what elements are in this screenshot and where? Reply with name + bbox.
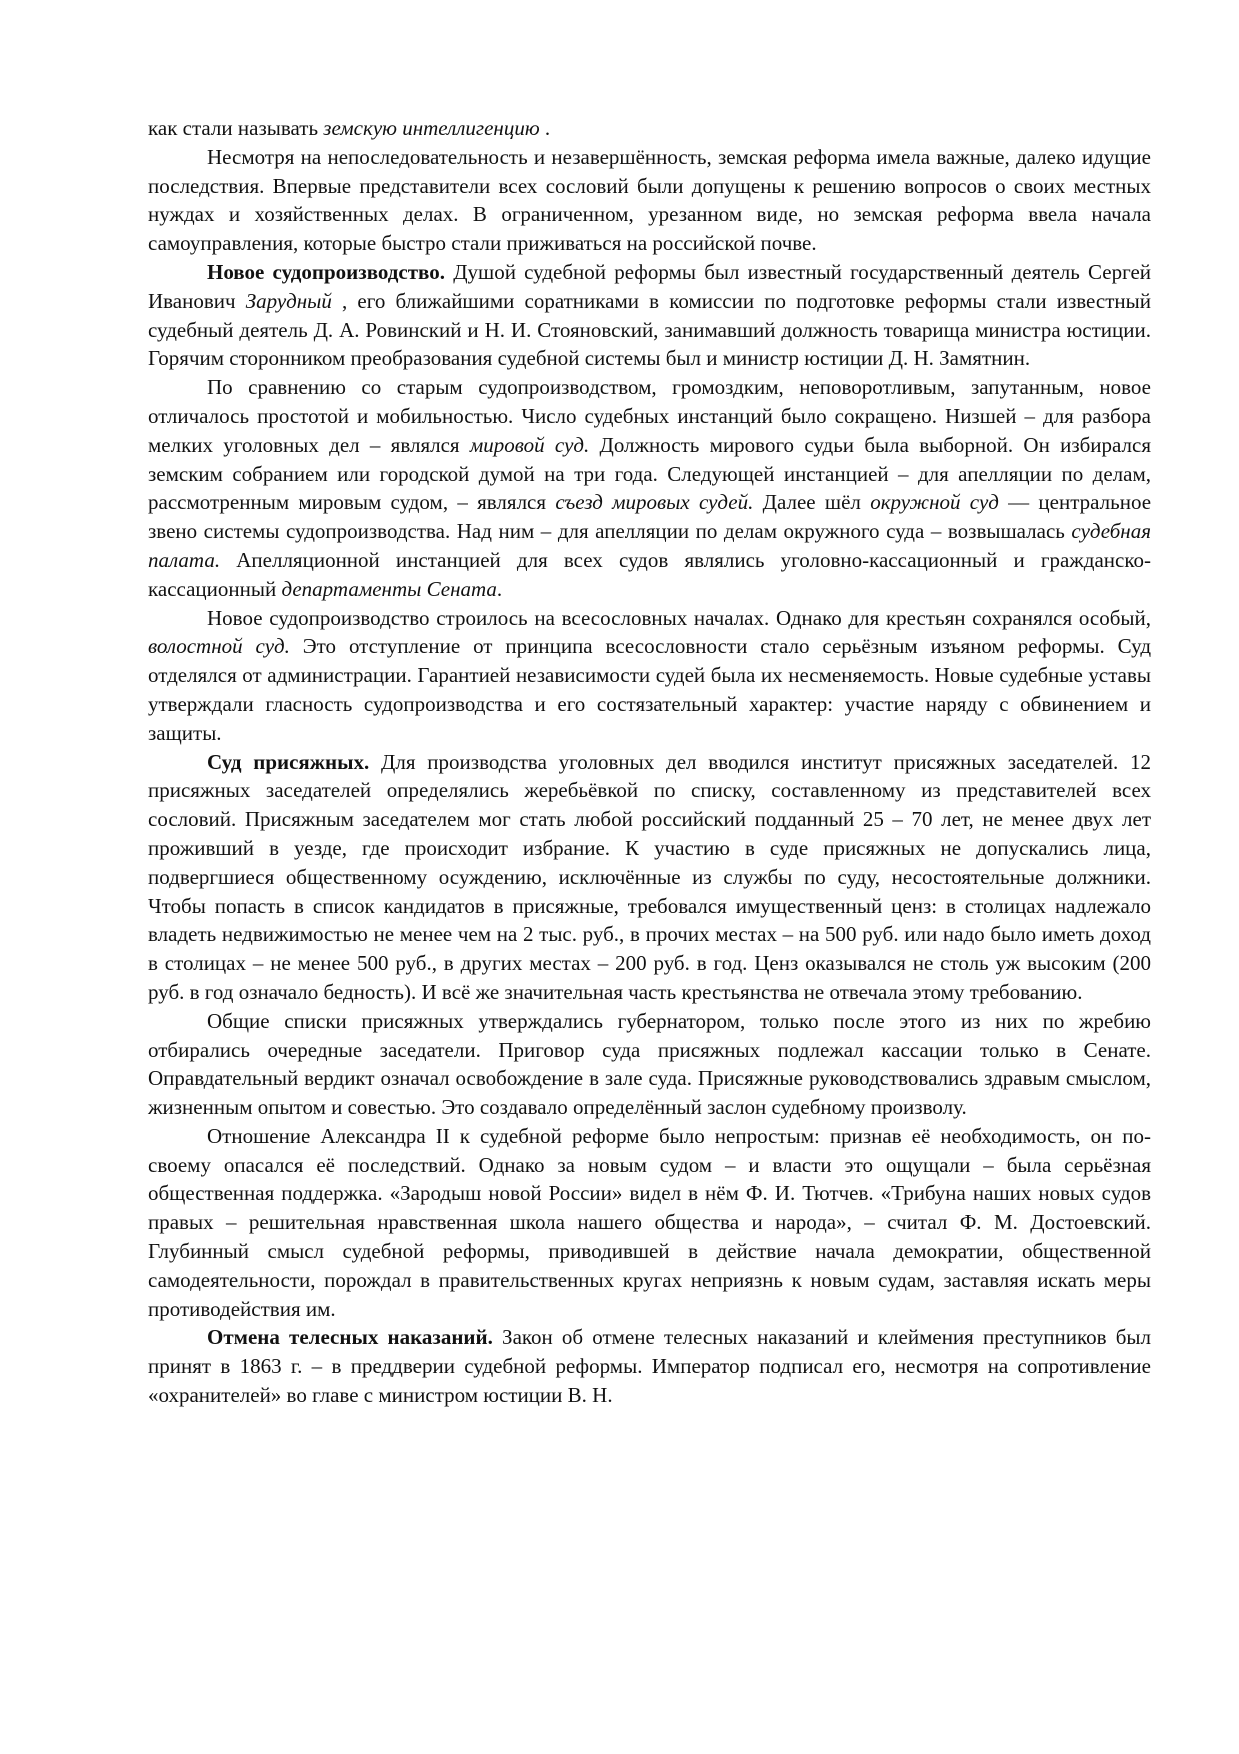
text-run: Далее шёл — [753, 490, 871, 515]
italic-term: Зарудный — [245, 288, 332, 313]
text-run: Несмотря на непоследовательность и незавершённость, земская реформа имела важные, далеко идущие последствия. Впервые представители всех сословий были допущены к решению вопросов о своих местных нуждах и хозяйственных делах. В ограниченном, урезанном виде, но земская реформа ввела начала самоуправления, которые быстро стали приживаться на российской почве. — [148, 144, 1151, 256]
paragraph-8 — [148, 1122, 1151, 1324]
text-run: По сравнению со старым судопроизводством, громоздким, неповоротливым, запутанным, новое отличалось простотой и мобильностью. Число судебных инстанций было сокращено. Низшей – для разбора мелких уголовных дел – являлся — [148, 375, 1151, 457]
paragraph-5 — [148, 604, 1151, 748]
paragraph-9 — [148, 1323, 1151, 1409]
text-run: . — [539, 116, 551, 140]
paragraph-2 — [148, 143, 1151, 258]
paragraph-1 — [148, 114, 1151, 143]
section-heading: Новое судопроизводство. — [207, 259, 445, 284]
text-run: Для производства уголовных дел вводился институт присяжных заседателей. 12 присяжных заседателей определялись жеребьёвкой по списку, составленному из представителей всех сословий. Присяжным заседателем мог стать любой российский подданный 25 – 70 лет, не менее двух лет проживший в уезде, где происходит избрание. К участию в суде присяжных не допускались лица, подвергшиеся общественному осуждению, исключённые из службы по суду, несостоятельные должники. Чтобы попасть в список кандидатов в присяжные, требовался имущественный ценз: в столицах надлежало владеть недвижимостью не менее чем на 2 тыс. руб., в прочих местах – на 500 руб. или надо было иметь доход в столицах – не менее 500 руб., в других местах – 200 руб. в год. Ценз оказывался не столь уж высоким (200 руб. в год означало бедность). И всё же значительная часть крестьянства не отвечала этому требованию. — [148, 749, 1151, 1004]
section-heading: Отмена телесных наказаний. — [207, 1325, 493, 1350]
paragraph-6 — [148, 748, 1151, 1007]
italic-term: судебная палата. — [148, 519, 1151, 572]
italic-term: окружной суд — [870, 490, 999, 515]
paragraph-7 — [148, 1007, 1151, 1122]
paragraph-4 — [148, 373, 1151, 603]
italic-term: съезд мировых судей. — [555, 490, 754, 515]
text-run: Общие списки присяжных утверждались губернатором, только после этого из них по жребию отбирались очередные заседатели. Приговор суда присяжных подлежал кассации только в Сенате. Оправдательный вердикт означал освобождение в зале суда. Присяжные руководствовались здравым смыслом, жизненным опытом и совестью. Это создавало определённый заслон судебному произволу. — [148, 1008, 1151, 1120]
text-run: Апелляционной инстанцией для всех судов являлись уголовно-кассационный и гражданско-кассационный — [148, 547, 1151, 601]
text-run: Душой судебной реформы был известный государственный деятель Сергей Иванович — [148, 259, 1151, 313]
italic-term: мировой суд. — [469, 432, 590, 457]
paragraph-3 — [148, 258, 1151, 373]
section-heading: Суд присяжных. — [207, 749, 370, 774]
text-run: . — [496, 576, 503, 601]
text-run: Должность мирового судьи была выборной. Он избирался земским собранием или городской думой на три года. Следующей инстанцией – для апелляции по делам, рассмотренным мировым судом, – являлся — [148, 432, 1152, 515]
italic-term: земскую интеллигенцию — [323, 116, 540, 140]
italic-term: департаменты Сената — [281, 576, 497, 601]
text-run: Отношение Александра II к судебной реформе было непростым: признав её необходимость, он по-своему опасался её последствий. Однако за новым судом – и власти это ощущали – была серьёзная общественная поддержка. «Зародыш новой России» видел в нём Ф. И. Тютчев. «Трибуна наших новых судов правых – решительная нравственная школа нашего общества и народа», – считал Ф. М. Достоевский. Глубинный смысл судебной реформы, приводившей в действие начала демократии, общественной самодеятельности, порождал в правительственных кругах неприязнь к новым судам, заставляя искать меры противодействия им. — [148, 1123, 1151, 1321]
text-run: Это отступление от принципа всесословности стало серьёзным изъяном реформы. Суд отделялся от администрации. Гарантией независимости судей была их несменяемость. Новые судебные уставы утверждали гласность судопроизводства и его состязательный характер: участие наряду с обвинением и защиты. — [148, 634, 1151, 745]
text-run: — центральное звено системы судопроизводства. Над ним – для апелляции по делам окружного суда – возвышалась — [148, 490, 1152, 544]
text-run: Новое судопроизводство строилось на всесословных началах. Однако для крестьян сохранялся особый, — [207, 605, 1151, 630]
text-run: , его ближайшими соратниками в комиссии по подготовке реформы стали известный судебный деятель Д. А. Ровинский и Н. И. Стояновский, занимавший должность товарища министра юстиции. Горячим сторонником преобразования судебной системы был и министр юстиции Д. Н. Замятнин. — [148, 288, 1151, 371]
text-run: Закон об отмене телесных наказаний и клеймения преступников был принят в 1863 г. – в преддверии судебной реформы. Император подписал его, несмотря на сопротивление «охранителей» во главе с министром юстиции В. Н. — [148, 1325, 1151, 1408]
italic-term: волостной суд. — [148, 634, 290, 659]
text-run: как стали называть — [148, 116, 324, 140]
